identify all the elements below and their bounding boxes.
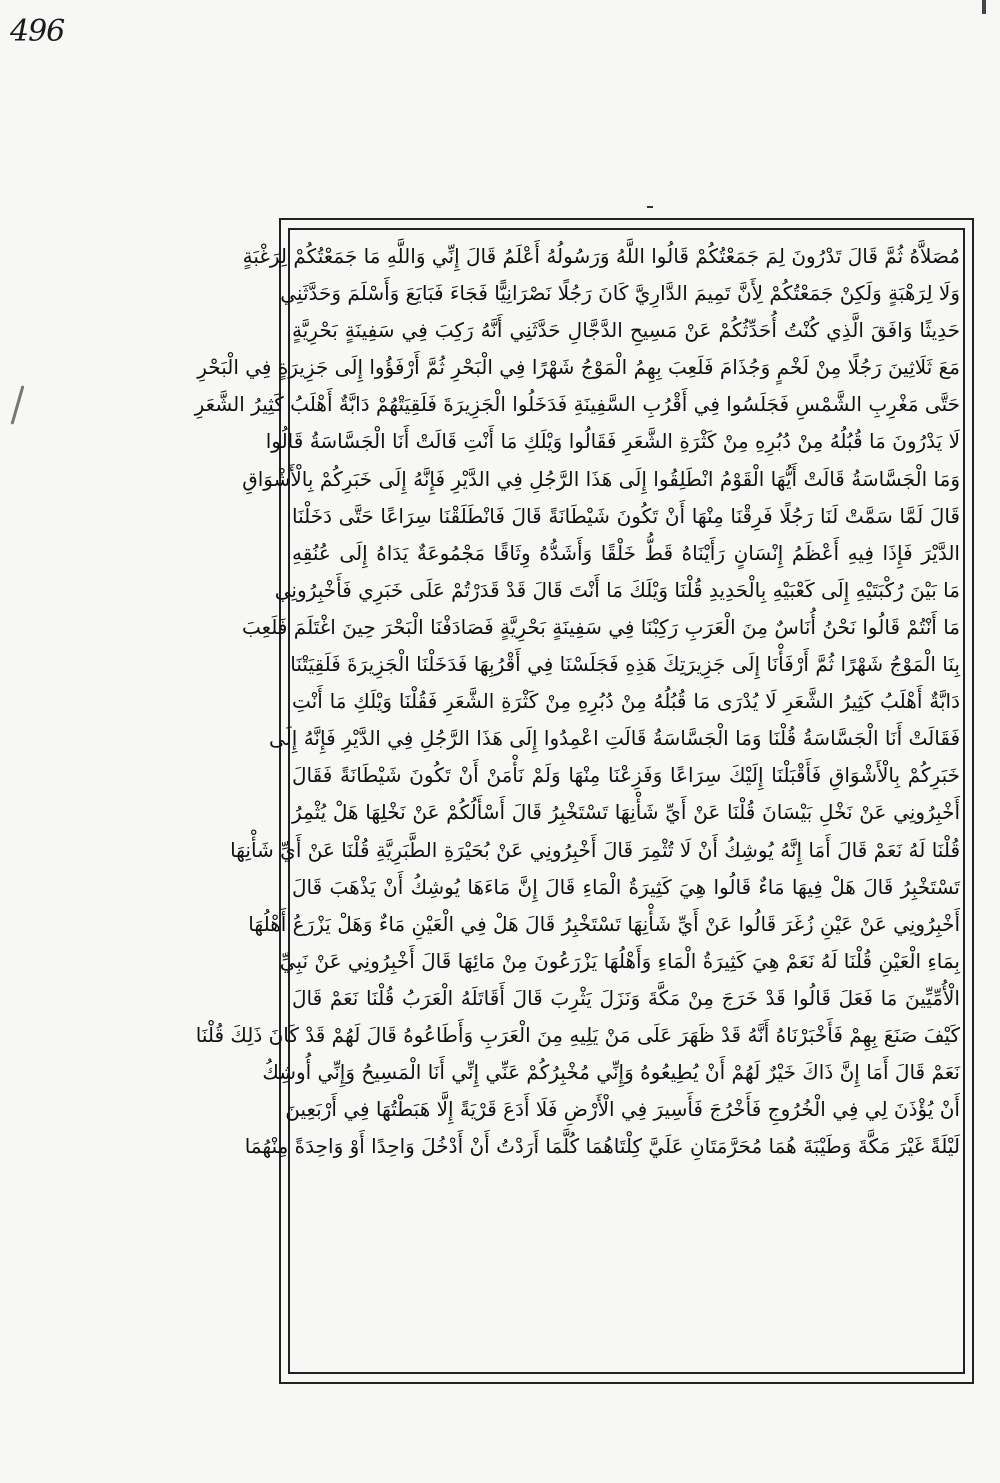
text-line-20: بِمَاءِ الْعَيْنِ قُلْنَا لَهُ نَعَمْ هِيَ كَثِيرَةُ الْمَاءِ وَأَهْلُهَا يَزْرَعُونَ مِنْ مَائِهَا قَالَ أَخْبِرُونِي عَنْ نَبِيِّ <box>279 948 960 973</box>
text-line-11: مَا أَنْتُمْ قَالُوا نَحْنُ أُنَاسٌ مِنَ الْعَرَبِ رَكِبْنَا فِي سَفِينَةٍ بَحْرِيَّةٍ فَصَادَفْنَا الْبَحْرَ حِينَ اغْتَلَمَ فَلَعِبَ <box>241 614 960 639</box>
text-line-16: أَخْبِرُونِي عَنْ نَخْلِ بَيْسَانَ قُلْنَا عَنْ أَيِّ شَأْنِهَا تَسْتَخْبِرُ قَالَ أَسْأَلُكُمْ عَنْ نَخْلِهَا هَلْ يُثْمِرُ <box>292 800 960 825</box>
text-line-18: تَسْتَخْبِرُ قَالَ هَلْ فِيهَا مَاءٌ قَالُوا هِيَ كَثِيرَةُ الْمَاءِ قَالَ إِنَّ مَاءَهَا يُوشِكُ أَنْ يَذْهَبَ قَالَ <box>292 874 960 899</box>
text-line-14: فَقَالَتْ أَنَا الْجَسَّاسَةُ قُلْنَا وَمَا الْجَسَّاسَةُ قَالَتِ اعْمِدُوا إِلَى هَذَا الرَّجُلِ فِي الدَّيْرِ فَإِنَّهُ إِلَى <box>269 726 960 751</box>
text-line-4: مَعَ ثَلَاثِينَ رَجُلًا مِنْ لَخْمٍ وَجُذَامَ فَلَعِبَ بِهِمُ الْمَوْجُ شَهْرًا فِي الْبَحْرِ ثُمَّ أَرْفَؤُوا إِلَى جَزِيرَةٍ فِي الْبَحْرِ <box>197 355 960 380</box>
text-line-3: حَدِيثًا وَافَقَ الَّذِي كُنْتُ أُحَدِّثُكُمْ عَنْ مَسِيحِ الدَّجَّالِ حَدَّثَنِي أَنَّهُ رَكِبَ فِي سَفِينَةٍ بَحْرِيَّةٍ <box>292 318 960 343</box>
text-line-9: الدَّيْرَ فَإِذَا فِيهِ أَعْظَمُ إِنْسَانٍ رَأَيْنَاهُ قَطُّ خَلْقًا وَأَشَدُّهُ وِثَاقًا مَجْمُوعَةٌ يَدَاهُ إِلَى عُنُقِهِ <box>292 540 960 565</box>
text-line-5: حَتَّى مَغْرِبِ الشَّمْسِ فَجَلَسُوا فِي أَقْرُبِ السَّفِينَةِ فَدَخَلُوا الْجَزِيرَةَ فَلَقِيَتْهُمْ دَابَّةٌ أَهْلَبُ كَثِيرُ الشَّعَرِ <box>194 392 960 417</box>
text-line-6: لَا يَدْرُونَ مَا قُبُلُهُ مِنْ دُبُرِهِ مِنْ كَثْرَةِ الشَّعَرِ فَقَالُوا وَيْلَكِ مَا أَنْتِ قَالَتْ أَنَا الْجَسَّاسَةُ قَالُوا <box>265 429 960 454</box>
manuscript-text-block <box>194 238 960 1368</box>
margin-pen-stroke <box>11 385 25 424</box>
text-line-24: أَنْ يُؤْذَنَ لِي فِي الْخُرُوجِ فَأَخْرُجَ فَأَسِيرَ فِي الْأَرْضِ فَلَا أَدَعَ قَرْيَةً إِلَّا هَبَطْتُهَا فِي أَرْبَعِينَ <box>285 1097 960 1122</box>
text-line-10: مَا بَيْنَ رُكْبَتَيْهِ إِلَى كَعْبَيْهِ بِالْحَدِيدِ قُلْنَا وَيْلَكَ مَا أَنْتَ قَالَ قَدْ قَدَرْتُمْ عَلَى خَبَرِي فَأَخْبِرُونِي <box>274 577 960 602</box>
text-line-22: كَيْفَ صَنَعَ بِهِمْ فَأَخْبَرْنَاهُ أَنَّهُ قَدْ ظَهَرَ عَلَى مَنْ يَلِيهِ مِنَ الْعَرَبِ وَأَطَاعُوهُ قَالَ لَهُمْ قَدْ كَانَ ذَلِكَ قُلْنَا <box>195 1022 960 1047</box>
text-line-12: بِنَا الْمَوْجُ شَهْرًا ثُمَّ أَرْفَأْنَا إِلَى جَزِيرَتِكَ هَذِهِ فَجَلَسْنَا فِي أَقْرُبِهَا فَدَخَلْنَا الْجَزِيرَةَ فَلَقِيَتْنَا <box>290 652 960 677</box>
top-dash-mark <box>647 206 653 208</box>
text-line-17: قُلْنَا لَهُ نَعَمْ قَالَ أَمَا إِنَّهُ يُوشِكُ أَنْ لَا تُثْمِرَ قَالَ أَخْبِرُونِي عَنْ بُحَيْرَةِ الطَّبَرِيَّةِ قُلْنَا عَنْ أَيِّ شَأْنِهَا <box>230 837 960 862</box>
text-line-1: مُصَلاَّهُ ثُمَّ قَالَ تَدْرُونَ لِمَ جَمَعْتُكُمْ قَالُوا اللَّهُ وَرَسُولُهُ أَعْلَمُ قَالَ إِنِّي وَاللَّهِ مَا جَمَعْتُكُمْ لِرَغْبَةٍ <box>242 244 960 268</box>
page-number: 496 <box>10 14 65 49</box>
text-line-13: دَابَّةٌ أَهْلَبُ كَثِيرُ الشَّعَرِ لَا يُدْرَى مَا قُبُلُهُ مِنْ دُبُرِهِ مِنْ كَثْرَةِ الشَّعَرِ فَقُلْنَا وَيْلَكِ مَا أَنْتِ <box>292 689 960 714</box>
corner-mark <box>982 0 986 14</box>
text-line-15: خَبَرِكُمْ بِالْأَشْوَاقِ فَأَقْبَلْنَا إِلَيْكَ سِرَاعًا وَفَزِعْنَا مِنْهَا وَلَمْ نَأْمَنْ أَنْ تَكُونَ شَيْطَانَةً فَقَالَ <box>292 763 960 788</box>
text-line-8: قَالَ لَمَّا سَمَّتْ لَنَا رَجُلًا فَرِقْنَا مِنْهَا أَنْ تَكُونَ شَيْطَانَةً قَالَ فَانْطَلَقْنَا سِرَاعًا حَتَّى دَخَلْنَا <box>292 503 960 528</box>
text-line-25: لَيْلَةً غَيْرَ مَكَّةَ وَطَيْبَةَ هُمَا مُحَرَّمَتَانِ عَلَيَّ كِلْتَاهُمَا كُلَّمَا أَرَدْتُ أَنْ أَدْخُلَ وَاحِدًا أَوْ وَاحِدَةً مِنْهُمَا <box>244 1134 960 1159</box>
text-line-2: وَلَا لِرَهْبَةٍ وَلَكِنْ جَمَعْتُكُمْ لِأَنَّ تَمِيمَ الدَّارِيَّ كَانَ رَجُلًا نَصْرَانِيًّا فَجَاءَ فَبَايَعَ وَأَسْلَمَ وَحَدَّثَنِي <box>280 281 960 306</box>
text-line-21: الْأُمِّيِّينَ مَا فَعَلَ قَالُوا قَدْ خَرَجَ مِنْ مَكَّةَ وَنَزَلَ يَثْرِبَ قَالَ أَقَاتَلَهُ الْعَرَبُ قُلْنَا نَعَمْ قَالَ <box>292 985 960 1010</box>
text-line-23: نَعَمْ قَالَ أَمَا إِنَّ ذَاكَ خَيْرٌ لَهُمْ أَنْ يُطِيعُوهُ وَإِنِّي مُخْبِرُكُمْ عَنِّي إِنِّي أَنَا الْمَسِيحُ وَإِنِّي أُوشِكُ <box>262 1060 960 1085</box>
text-line-19: أَخْبِرُونِي عَنْ عَيْنِ زُغَرَ قَالُوا عَنْ أَيِّ شَأْنِهَا تَسْتَخْبِرُ قَالَ هَلْ فِي الْعَيْنِ مَاءٌ وَهَلْ يَزْرَعُ أَهْلُهَا <box>248 911 960 936</box>
text-line-7: وَمَا الْجَسَّاسَةُ قَالَتْ أَيُّهَا الْقَوْمُ انْطَلِقُوا إِلَى هَذَا الرَّجُلِ فِي الدَّيْرِ فَإِنَّهُ إِلَى خَبَرِكُمْ بِالْأَشْوَاقِ <box>242 466 960 491</box>
